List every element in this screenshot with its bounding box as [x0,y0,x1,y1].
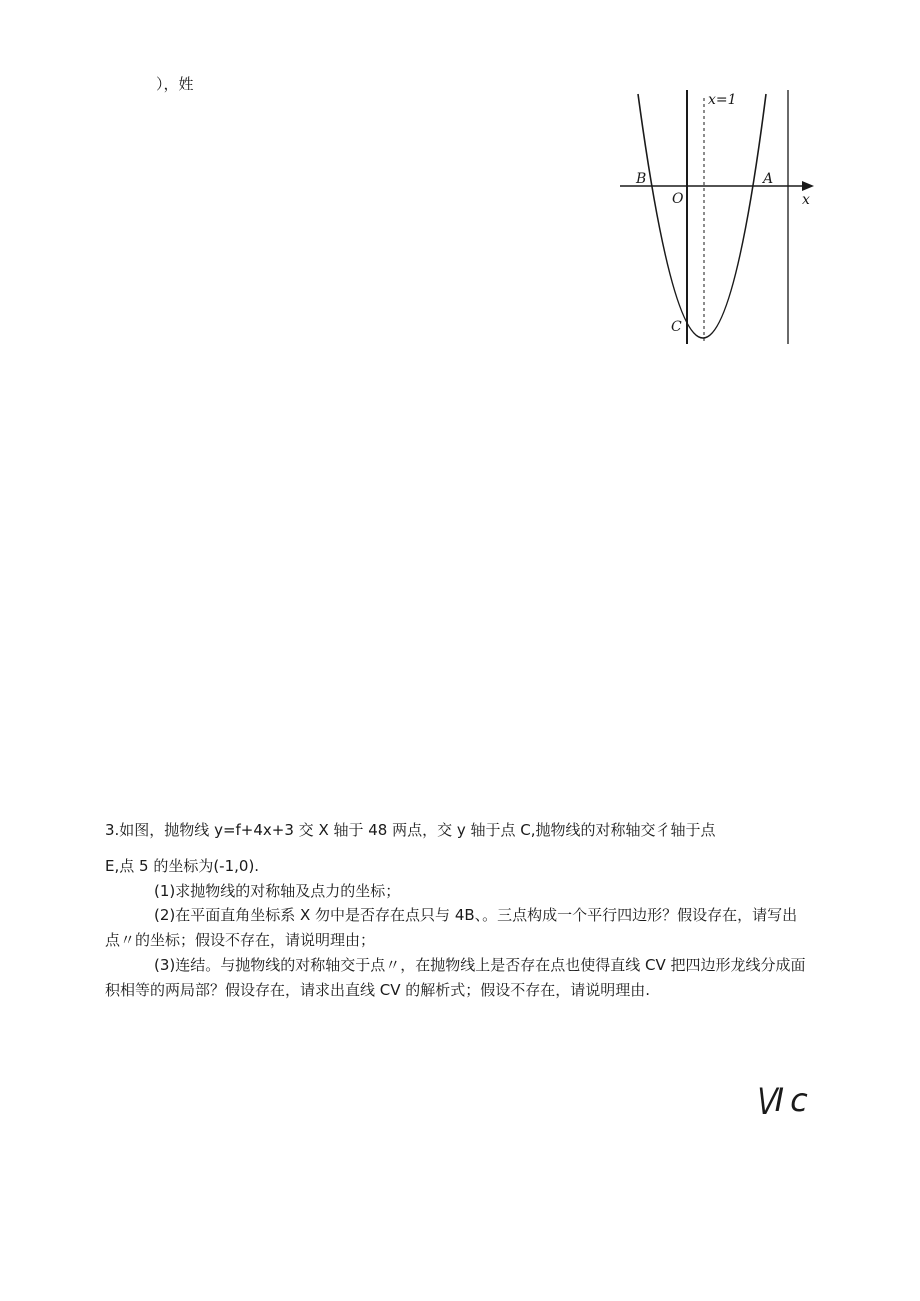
header-fragment: ），姓 [156,75,194,93]
point-a-label: A [763,171,774,187]
point-b-label: B [636,171,647,187]
parabola-figure [612,86,822,348]
question-2-line2: 点〃的坐标；假设不存在，请说明理由； [105,931,376,949]
question-3-line2: 积相等的两局部？假设存在，请求出直线 CV 的解析式；假设不存在，请说明理由. [105,981,651,999]
x-axis-label: x [802,192,810,208]
question-2-line1: (2)在平面直角坐标系 X 勿中是否存在点只与 4B、。三点构成一个平行四边形？假设存在，请写出 [154,906,798,924]
symmetry-axis-label: x=1 [708,92,737,108]
question-1: (1)求抛物线的对称轴及点力的坐标； [154,882,401,900]
problem-intro-line2: E,点 5 的坐标为(-1,0). [105,857,260,875]
corner-mark: \/I c [757,1081,806,1119]
question-3-line1: (3)连结。与抛物线的对称轴交于点〃，在抛物线上是否存在点也使得直线 CV 把四边形龙线分成面 [154,956,806,974]
x-axis-arrow [802,181,814,191]
origin-label: O [672,191,684,207]
problem-intro-line1: 3.如图，抛物线 y=f+4x+3 交 X 轴于 48 两点，交 y 轴于点 C,抛物线的对称轴交彳轴于点 [105,821,716,839]
parabola-curve [638,94,766,338]
point-c-label: C [671,319,682,335]
